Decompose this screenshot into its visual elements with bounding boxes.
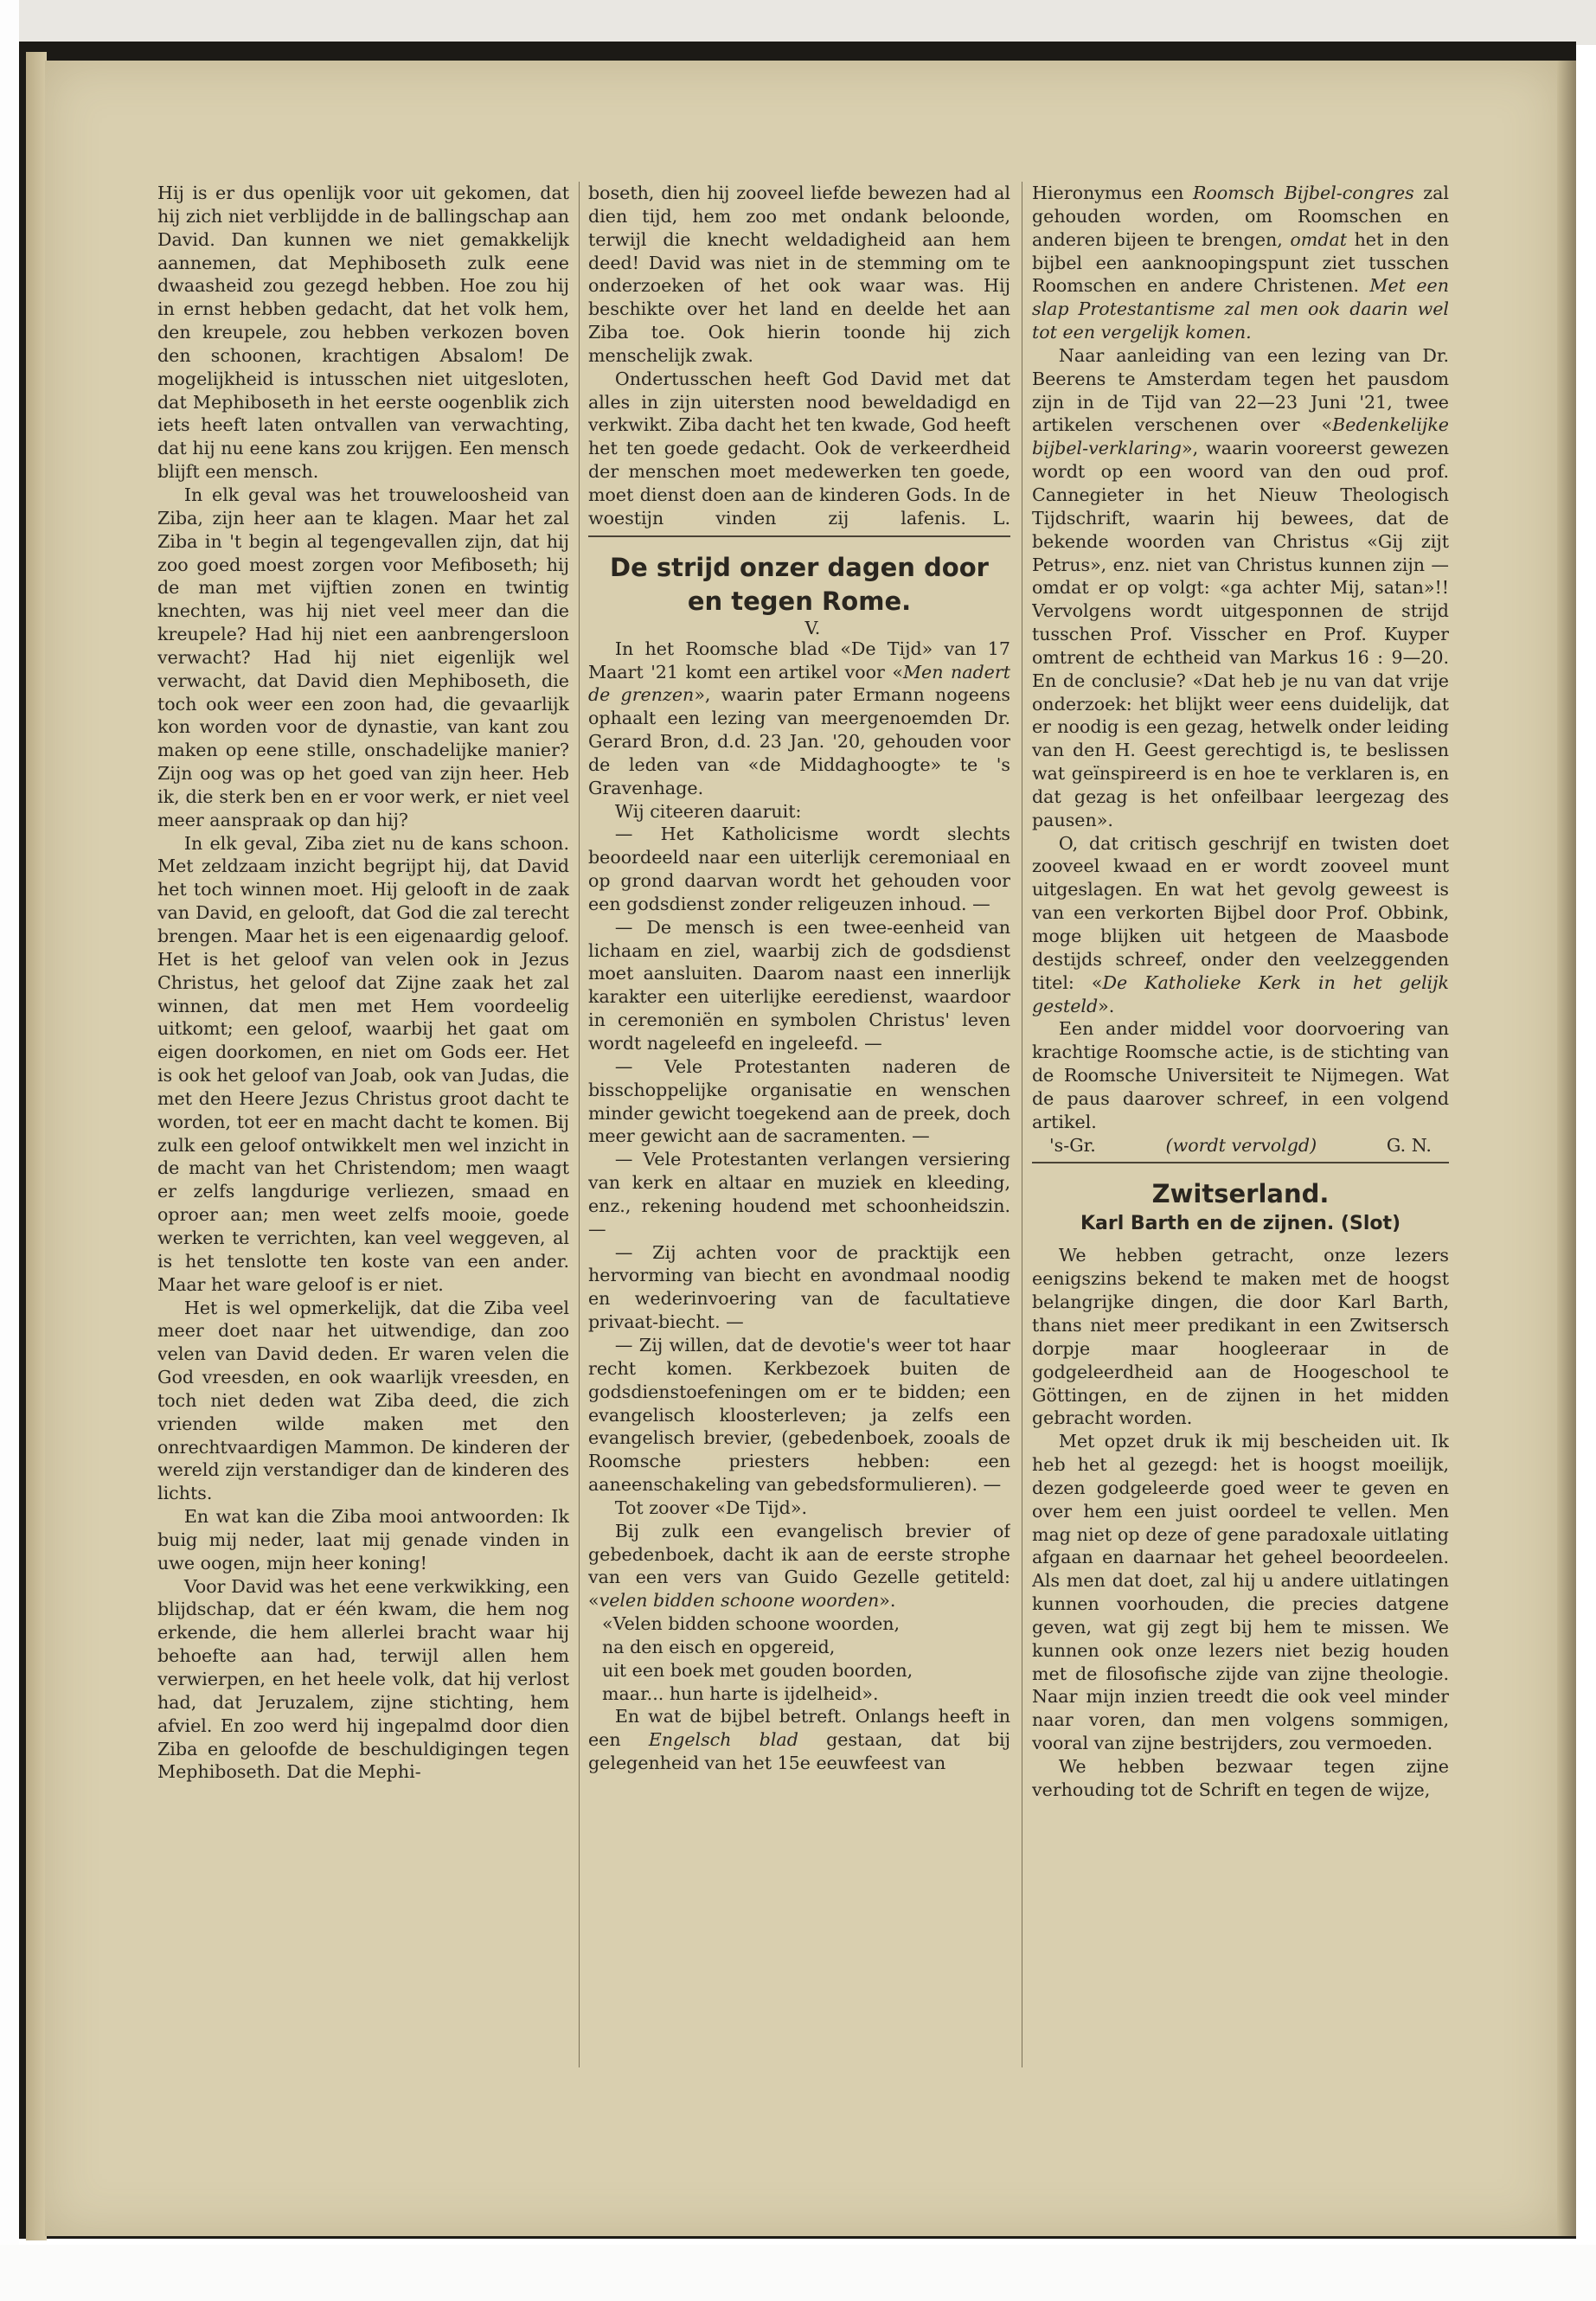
emphasis: De Katholieke Kerk in het gelijk gesteld xyxy=(1032,971,1449,1016)
quote: — Zij achten voor de pracktijk een hervorming van biecht en avondmaal noodig en wederinvoering van de facultatieve privaat-biecht. — xyxy=(588,1241,1010,1333)
emphasis: Roomsch Bijbel-congres xyxy=(1192,183,1414,203)
column-1 xyxy=(157,182,569,2067)
quote: — De mensch is een twee-eenheid van lichaam en ziel, waarbij zich de godsdienst moet aansluiten. Daarom naast een innerlijk karakter een uiterlijke eeredienst, waardoor in ceremoniën en symbolen Christus' leven wordt nageleefd en ingeleefd. — xyxy=(588,916,1010,1054)
text-run: het in den bijbel een aanknoopingspunt ziet tusschen Roomschen en andere Christenen. xyxy=(1032,228,1449,297)
article-title-line: De strijd onzer dagen door xyxy=(610,552,989,582)
quote-source: Tot zoover «De Tijd». xyxy=(614,1497,807,1518)
text-run: Bij zulk een evangelisch brevier of gebedenboek, dacht ik aan de eerste strophe van een vers van Guido Gezelle getiteld: « xyxy=(588,1520,1010,1612)
signature-initials: G. N. xyxy=(1386,1134,1432,1156)
paragraph: Met opzet druk ik mij bescheiden uit. Ik heb het al gezegd: het is hoogst moeilijk, dezen godgeleerde goed weer te geven en over hem een juist oordeel te vellen. Men mag niet op deze of gene paradoxale uitlating afgaan en daarnaar het geheel beoordeelen. Als men dat doet, zal hij u andere uitlatingen kunnen voorhouden, die precies datgene geven, wat gij zegt bij hem te missen. We kunnen ook onze lezers niet bezig houden met de filosofische zijde van zijne theologie. Naar mijn inzien treedt die ook veel minder naar voren, dan men volgens sommigen, vooral van zijne bestrijders, zou vermoeden. xyxy=(1032,1431,1449,1754)
signature-place: 's-Gr. xyxy=(1049,1134,1096,1156)
signature: L. xyxy=(992,507,1010,529)
paragraph: In elk geval was het trouweloosheid van Ziba, zijn heer aan te klagen. Maar het zal Ziba in 't begin al tegengevallen zijn, dat hij zoo goed moest zorgen voor Mefiboseth; hij de man met vijftien zonen en twintig knechten, was hij niet veel meer dan die kreupele? Had hij niet een aanbrengersloon verwacht? Had hij niet eigenlijk wel verwacht, dat David dien Mephiboseth, die toch ook weer een zoon had, die gevaarlijk kon worden voor de dynastie, van kant zou maken op eene stille, onschadelijke manier? Zijn oog was op het goed van zijn heer. Heb ik, die sterk ben en er voor werk, er niet veel meer aanspraak op dan hij? xyxy=(157,484,569,830)
article-subtitle: Karl Barth en de zijnen. (Slot) xyxy=(1080,1213,1401,1235)
page-edge xyxy=(1557,61,1576,2236)
poem-line: «Velen bidden schoone woorden, xyxy=(602,1613,901,1635)
emphasis: Met een slap Protestantisme zal men ook daarin wel tot een vergelijk komen. xyxy=(1032,275,1449,343)
paragraph: Het is wel opmerkelijk, dat die Ziba veel meer doet naar het uitwendige, dan zoo velen van David deden. Er waren velen die God vreesden, en ook waarlijk vreesden, en toch niet deden wat Ziba deed, die zich vrienden wilde maken met den onrechtvaardigen Mammon. De kinderen der wereld zijn verstandiger dan de kinderen des lichts. xyxy=(157,1297,569,1504)
quote: — Vele Protestanten verlangen versiering van kerk en altaar en muziek en kleeding, enz., rekening houdend met schoonheidszin. — xyxy=(588,1149,1010,1240)
paragraph xyxy=(588,1520,1010,1612)
text-run: O, dat critisch geschrijf en twisten doet zooveel kwaad en er wordt zooveel munt uitgeslagen. En wat het gevolg geweest is van een verkorten Bijbel door Prof. Obbink, moge blijken uit hetgeen de Maasbode destijds schreef, onder den veelzeggenden titel: « xyxy=(1032,832,1449,993)
paragraph xyxy=(588,1705,1010,1775)
paragraph: We hebben bezwaar tegen zijne verhouding tot de Schrift en tegen de wijze, xyxy=(1032,1756,1449,1800)
scanner-frame-bottom xyxy=(0,2245,1596,2301)
text-run: zal gehouden worden, om Roomschen en anderen bijeen te brengen, xyxy=(1032,183,1449,250)
paragraph: En wat kan die Ziba mooi antwoorden: Ik buig mij neder, laat mij genade vinden in uwe oogen, mijn heer koning! xyxy=(157,1506,569,1574)
text-run: », waarin pater Ermann nogeens ophaalt een lezing van meergenoemden Dr. Gerard Bron, d.d. 23 Jan. '20, gehouden voor de leden van «de Middaghoogte» te 's Gravenhage. xyxy=(588,684,1010,798)
emphasis: omdat xyxy=(1290,228,1348,250)
paragraph: Voor David was het eene verkwikking, een blijdschap, dat er één kwam, die hem nog erkende, die hem allerlei bracht waar hij behoefte aan had, terwijl allen hem verwierpen, en het heele volk, dat hij verlost had, dat Jeruzalem, zijne stichting, hem afviel. En zoo werd hij ingepalmd door dien Ziba en geloofde de beschuldigingen tegen Mephiboseth. Dat die Mephi- xyxy=(157,1575,569,1783)
poem xyxy=(588,1612,1010,1705)
article-title-line: en tegen Rome. xyxy=(687,586,912,616)
article-part-number: V. xyxy=(804,617,821,638)
text-run: Hieronymus een xyxy=(1032,183,1193,203)
section-divider xyxy=(1032,1162,1449,1163)
scanner-frame-top xyxy=(0,0,1596,45)
paragraph: We hebben getracht, onze lezers eenigszins bekend te maken met de hoogst belangrijke dingen, die door Karl Barth, thans niet meer predikant in een Zwitsersch dorpje maar hoogleeraar in de godgeleerdheid aan de Hoogeschool te Göttingen, en de zijnen in het midden gebracht worden. xyxy=(1032,1245,1449,1429)
article-title xyxy=(588,551,1010,619)
text-run: gestaan, dat bij gelegenheid van het 15e eeuwfeest van xyxy=(588,1729,1010,1774)
column-rule-left xyxy=(579,182,580,2067)
column-3 xyxy=(1032,182,1449,2067)
paragraph xyxy=(588,368,1010,530)
paragraph: Hij is er dus openlijk voor uit gekomen, dat hij zich niet verblijdde in de ballingschap aan David. Dan kunnen we niet gemakkelijk aannemen, dat Mephiboseth zulk eene dwaasheid zou gezegd hebben. Hoe zou hij in ernst hebben gedacht, dat het volk hem, den kreupele, zou hebben verkozen boven den schoonen, krachtigen Absalom! De mogelijkheid is intusschen niet uitgesloten, dat Mephiboseth in het eerste oogenblik zich iets heeft laten ontvallen van verwachting, dat hij nu eene kans zou krijgen. Een mensch blijft een mensch. xyxy=(157,183,569,483)
text-run: ». xyxy=(1098,995,1115,1016)
poem-line: uit een boek met gouden boorden, xyxy=(602,1659,913,1681)
paragraph xyxy=(588,638,1010,800)
paragraph xyxy=(1032,182,1449,344)
signature-row xyxy=(1032,1134,1449,1157)
text-run: In het Roomsche blad «De Tijd» van 17 Maart '21 komt een artikel voor « xyxy=(588,638,1010,683)
paragraph: In elk geval, Ziba ziet nu de kans schoon. Met zeldzaam inzicht begrijpt hij, dat David het toch winnen moet. Hij gelooft in de zaak van David, en gelooft, dat God die zal terecht brengen. Maar het is een eigenaardig geloof. Het is het geloof van velen ook in Jezus Christus, het geloof dat Zijne zaak het zal winnen, dat men met Hem voordeelig uitkomt; een geloof, waarbij het gaat om eigen doorkomen, en niet om Gods eer. Het is ook het geloof van Joab, ook van Judas, die met den Heere Jezus Christus groot dacht te worden, tot eer en macht dacht te komen. Bij zulk een geloof ontwikkelt men wel inzicht in de macht van het Christendom; men waagt er zelfs langdurige verliezen, smaad en oproer aan; men weet zelfs mooie, goede werken te verrichten, kan veel weggeven, al is het tenslotte ten koste van een ander. Maar het ware geloof is er niet. xyxy=(157,832,569,1295)
book-spine xyxy=(26,52,47,2240)
emphasis: velen bidden schoone woorden xyxy=(599,1590,880,1612)
paragraph-text: Ondertusschen heeft God David met dat alles in zijn uitersten nood beweldadigd en verkwikt. Ziba dacht het ten kwade, God heeft het ten goede gedacht. Ook de verkeerdheid der menschen moet medewerken ten goede, moet dienst doen aan de kinderen Gods. In de woestijn vinden zij lafenis. xyxy=(588,368,1010,529)
quote: — Zij willen, dat de devotie's weer tot haar recht komen. Kerkbezoek buiten de godsdienstoefeningen om er te bidden; een evangelisch kloosterleven; ja zelfs een evangelisch brevier, (gebedenboek, zooals de Roomsche priesters hebben: een aaneenschakeling van gebedsformulieren). — xyxy=(588,1334,1010,1496)
section-divider xyxy=(588,535,1010,537)
paragraph xyxy=(1032,344,1449,832)
emphasis: Engelsch blad xyxy=(648,1729,798,1751)
emphasis: Men nadert de grenzen xyxy=(588,661,1010,706)
paragraph: Wij citeeren daaruit: xyxy=(614,800,802,822)
paragraph: boseth, dien hij zooveel liefde bewezen had al dien tijd, hem zoo met ondank beloonde, terwijl die knecht weldadigheid aan hem deed! David was niet in de stemming om te onderzoeken of het ook waar was. Hij beschikte over het land en deelde het aan Ziba toe. Ook hierin toonde hij zich menschelijk zwak. xyxy=(588,183,1010,366)
scanner-frame-left xyxy=(0,0,19,2301)
to-be-continued-note: (wordt vervolgd) xyxy=(1165,1134,1317,1156)
text-run: ». xyxy=(879,1590,896,1612)
text-run: », waarin vooreerst gewezen wordt op een woord van den oud prof. Cannegieter in het Nieuw Theologisch Tijdschrift, waarin hij bewees, dat de bekende woorden van Christus «Gij zijt Petrus», enz. niet van Christus kunnen zijn — omdat er op volgt: «ga achter Mij, satan»!! Vervolgens wordt uitgesponnen de strijd tusschen Prof. Visscher en Prof. Kuyper omtrent de echtheid van Markus 16 : 9—20. En de conclusie? «Dat heb je nu van dat vrije onderzoek: het blijkt weer eens duidelijk, dat er noodig is een gezag, hetwelk onder leiding van den H. Geest gerechtigd is, te beslissen wat geïnspireerd is en hoe te verklaren is, en dat gezag is het onfeilbaar leergezag des pausen». xyxy=(1032,438,1449,830)
column-2 xyxy=(588,182,1010,2067)
paragraph xyxy=(1032,832,1449,1018)
emphasis: Bedenkelijke bijbel-verklaring xyxy=(1032,414,1449,459)
quote: — Het Katholicisme wordt slechts beoordeeld naar een uiterlijk ceremoniaal en op grond daarvan wordt het gehouden voor een godsdienst zonder religeuzen inhoud. — xyxy=(588,824,1010,914)
quote: — Vele Protestanten naderen de bisschoppelijke organisatie en wenschen minder gewicht toegekend aan de preek, doch meer gewicht aan de sacramenten. — xyxy=(588,1055,1010,1147)
poem-line: maar... hun harte is ijdelheid». xyxy=(602,1682,879,1704)
paragraph: Een ander middel voor doorvoering van krachtige Roomsche actie, is de stichting van de Roomsche Universiteit te Nijmegen. Wat de paus daarover schreef, in een volgend artikel. xyxy=(1032,1018,1449,1132)
article-title: Zwitserland. xyxy=(1151,1179,1330,1209)
text-run: En wat de bijbel betreft. Onlangs heeft in een xyxy=(588,1706,1010,1751)
text-run: Naar aanleiding van een lezing van Dr. Beerens te Amsterdam tegen het pausdom zijn in de Tijd van 22—23 Juni '21, twee artikelen verschenen over « xyxy=(1032,344,1449,436)
poem-line: na den eisch en opgereid, xyxy=(602,1636,836,1657)
